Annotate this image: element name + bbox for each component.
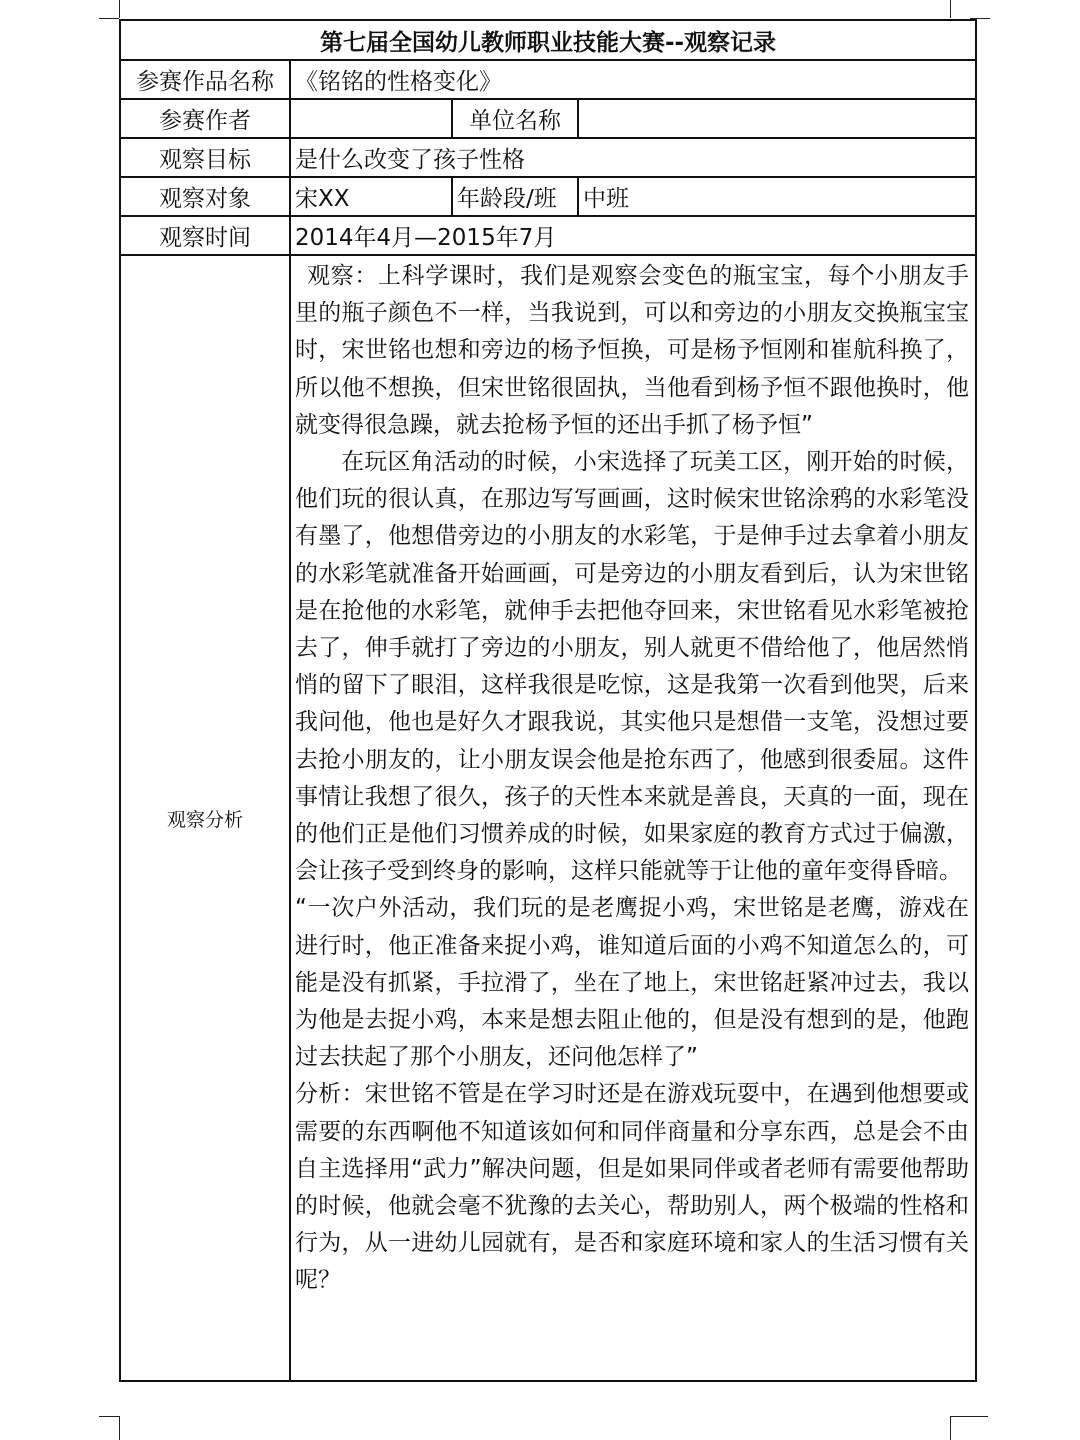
analysis-paragraph-conclusion: 分析：宋世铭不管是在学习时还是在游戏玩耍中，在遇到他想要或需要的东西啊他不知道该如何和同伴商量和分享东西，总是会不由自主选择用“武力”解决问题，但是如果同伴或者老师有需要他帮助的时候，他就会毫不犹豫的去关心，帮助别人，两个极端的性格和行为，从一进幼儿园就有，是否和家庭环境和家人的生活习惯有关呢？ [295, 1081, 969, 1294]
author-label: 参赛作者 [120, 99, 290, 138]
crop-mark-bottom-left-h [99, 1416, 119, 1417]
age-label: 年龄段/班 [452, 177, 578, 216]
analysis-label: 观察分析 [120, 255, 290, 1381]
crop-mark-top-left-h [99, 18, 119, 19]
observation-record-table [119, 19, 977, 1382]
crop-mark-bottom-right-v [950, 1416, 951, 1440]
subject-value: 宋XX [290, 177, 452, 216]
work-name-value: 《铭铭的性格变化》 [290, 60, 976, 99]
subject-label: 观察对象 [120, 177, 290, 216]
analysis-paragraph-observation: 观察：上科学课时，我们是观察会变色的瓶宝宝，每个小朋友手里的瓶子颜色不一样，当我说到，可以和旁边的小朋友交换瓶宝宝时，宋世铭也想和旁边的杨予恒换，可是杨予恒刚和崔航科换了，所以他不想换，但宋世铭很固执，当他看到杨予恒不跟他换时，他就变得很急躁，就去抢杨予恒的还出手抓了杨予恒” [295, 263, 969, 438]
work-name-label: 参赛作品名称 [120, 60, 290, 99]
crop-mark-bottom-right-h [950, 1416, 988, 1417]
goal-label: 观察目标 [120, 138, 290, 177]
goal-value: 是什么改变了孩子性格 [290, 138, 976, 177]
analysis-paragraph-outdoor: “一次户外活动，我们玩的是老鹰捉小鸡，宋世铭是老鹰，游戏在进行时，他正准备来捉小鸡，谁知道后面的小鸡不知道怎么的，可能是没有抓紧，手拉滑了，坐在了地上，宋世铭赶紧冲过去，我以为他是去捉小鸡，本来是想去阻止他的，但是没有想到的是，他跑过去扶起了那个小朋友，还问他怎样了” [295, 895, 969, 1071]
record-title: 第七届全国幼儿教师职业技能大赛--观察记录 [120, 20, 976, 60]
crop-mark-top-left-v [119, 0, 120, 18]
time-label: 观察时间 [120, 216, 290, 255]
analysis-content [290, 255, 976, 1381]
time-value: 2014年4月—2015年7月 [290, 216, 976, 255]
unit-label: 单位名称 [452, 99, 578, 138]
crop-mark-bottom-left-v [119, 1416, 120, 1440]
author-value [290, 99, 452, 138]
unit-value [578, 99, 976, 138]
analysis-paragraph-art-area: 在玩区角活动的时候，小宋选择了玩美工区，刚开始的时候，他们玩的很认真，在那边写写画画，这时候宋世铭涂鸦的水彩笔没有墨了，他想借旁边的小朋友的水彩笔，于是伸手过去拿着小朋友的水彩笔就准备开始画画，可是旁边的小朋友看到后，认为宋世铭是在抢他的水彩笔，就伸手去把他夺回来，宋世铭看见水彩笔被抢去了，伸手就打了旁边的小朋友，别人就更不借给他了，他居然悄悄的留下了眼泪，这样我很是吃惊，这是我第一次看到他哭，后来我问他，他也是好久才跟我说，其实他只是想借一支笔，没想过要去抢小朋友的，让小朋友误会他是抢东西了，他感到很委屈。这件事情让我想了很久，孩子的天性本来就是善良，天真的一面，现在的他们正是他们习惯养成的时候，如果家庭的教育方式过于偏激，会让孩子受到终身的影响，这样只能就等于让他的童年变得昏暗。 [295, 449, 969, 885]
age-value: 中班 [578, 177, 976, 216]
crop-mark-top-right-v [950, 0, 951, 18]
